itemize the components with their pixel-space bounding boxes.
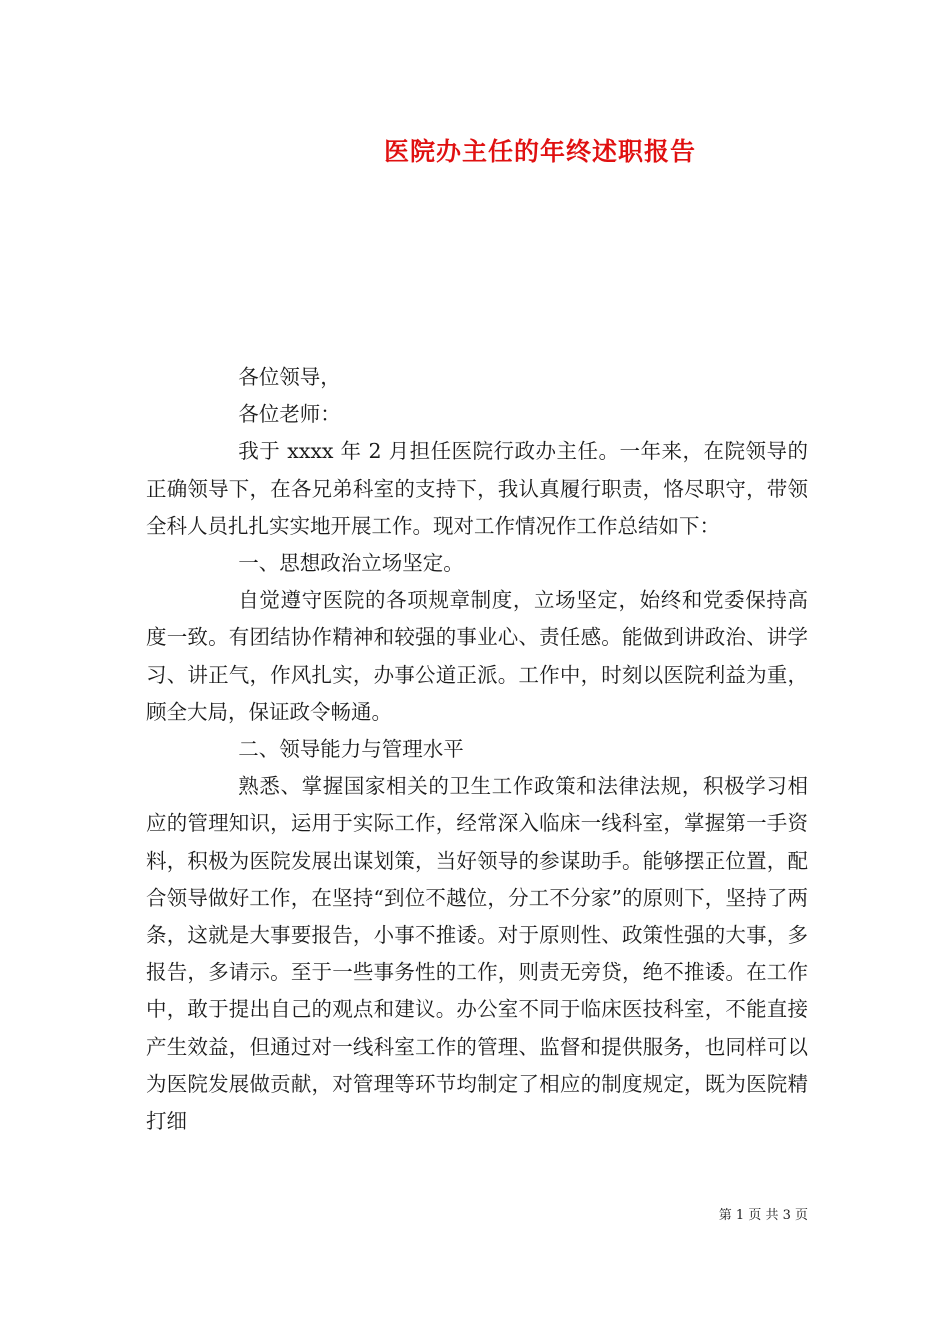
document-body [146, 359, 808, 1140]
salutation-teachers: 各位老师： [238, 402, 341, 427]
page-number: 第 1 页 共 3 页 [718, 1208, 808, 1223]
paragraph-section-2: 熟悉、掌握国家相关的卫生工作政策和法律法规，积极学习相应的管理知识，运用于实际工作，经常深入临床一线科室，掌握第一手资料，积极为医院发展出谋划策，当好领导的参谋助手。能够摆正位置，配合领导做好工作，在坚持“到位不越位，分工不分家”的原则下，坚持了两条，这就是大事要报告，小事不推诿。对于原则性、政策性强的大事，多报告，多请示。至于一些事务性的工作，则责无旁贷，绝不推诿。在工作中，敢于提出自己的观点和建议。办公室不同于临床医技科室，不能直接产生效益，但通过对一线科室工作的管理、监督和提供服务，也同样可以为医院发展做贡献，对管理等环节均制定了相应的制度规定，既为医院精打细 [146, 774, 808, 1134]
section-heading-1: 一、思想政治立场坚定。 [238, 551, 464, 576]
section-heading-2: 二、领导能力与管理水平 [238, 737, 464, 762]
paragraph-intro: 我于 xxxx 年 2 月担任医院行政办主任。一年来，在院领导的正确领导下，在各兄弟科室的支持下，我认真履行职责，恪尽职守，带领全科人员扎扎实实地开展工作。现对工作情况作工作总结如下： [146, 439, 808, 538]
salutation-leaders: 各位领导， [238, 365, 341, 389]
paragraph-section-1: 自觉遵守医院的各项规章制度，立场坚定，始终和党委保持高度一致。有团结协作精神和较强的事业心、责任感。能做到讲政治、讲学习、讲正气，作风扎实，办事公道正派。工作中，时刻以医院利益为重，顾全大局，保证政令畅通。 [146, 588, 808, 724]
document-title: 医院办主任的年终述职报告 [383, 137, 696, 166]
